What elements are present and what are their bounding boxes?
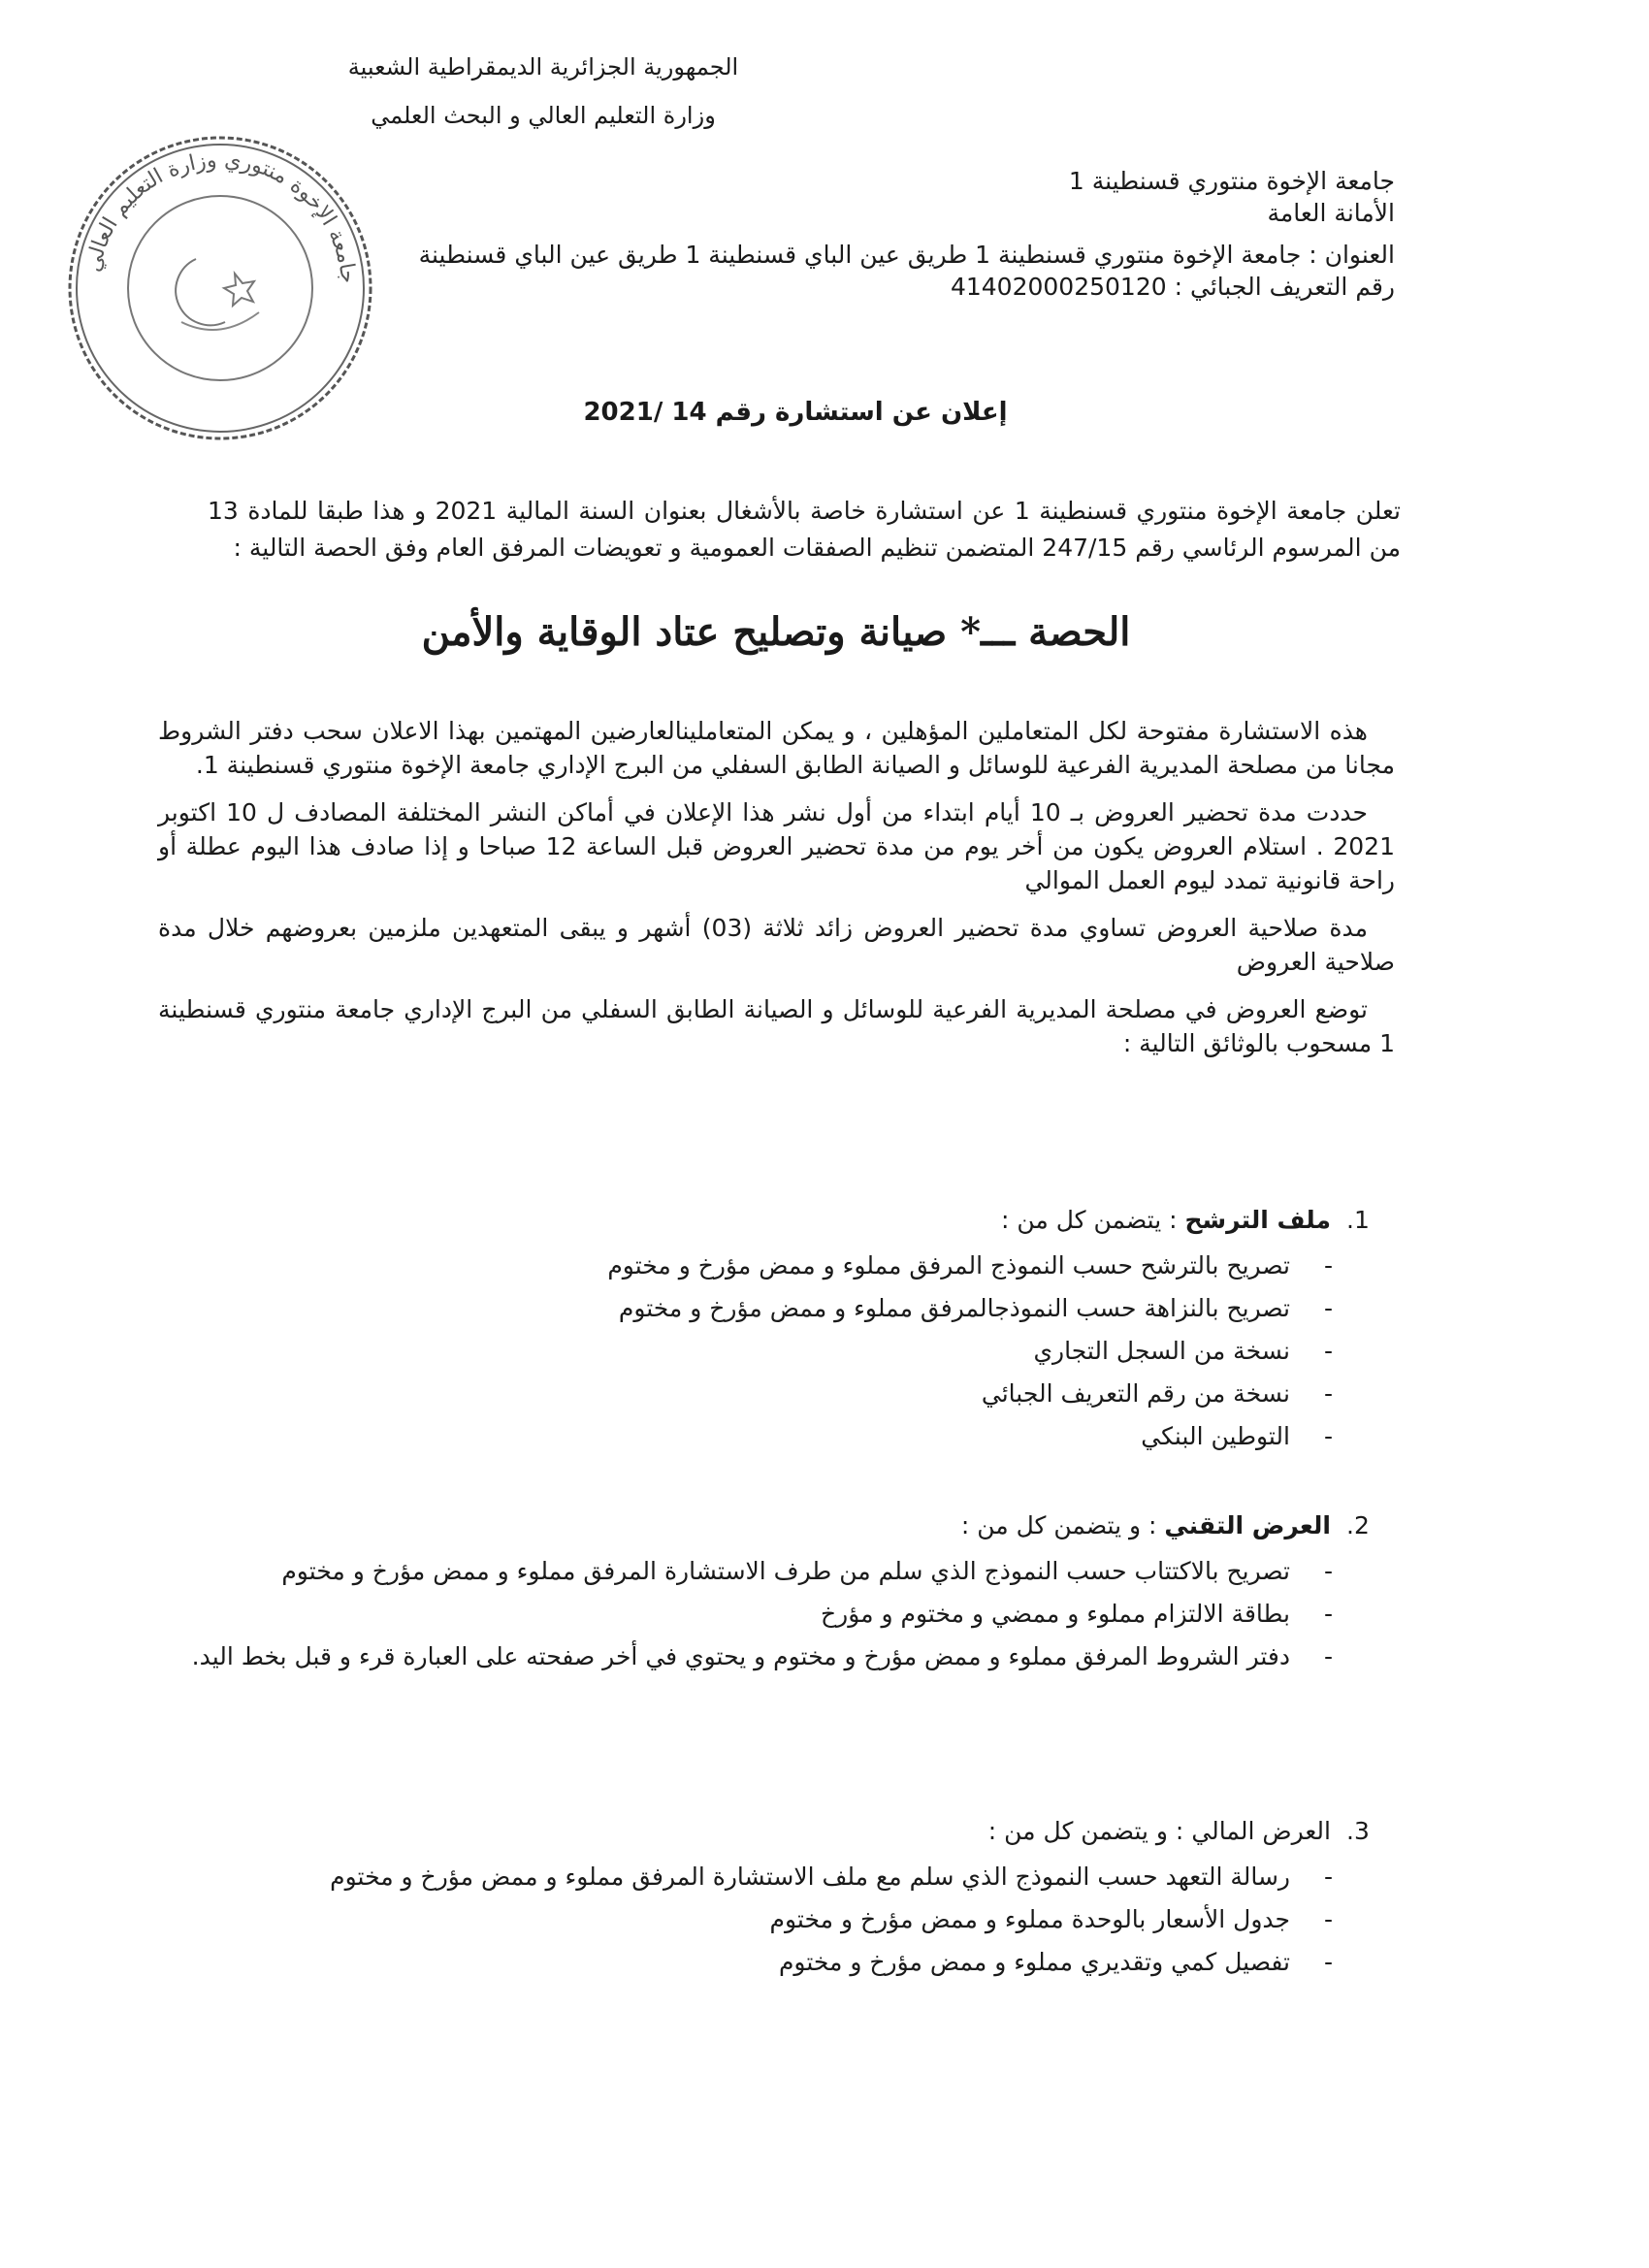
section-title: العرض المالي (1191, 1817, 1331, 1845)
list-item: - بطاقة الالتزام مملوء و ممضي و مختوم و مؤرخ (821, 1600, 1333, 1628)
section-heading (173, 1203, 1395, 1238)
list-item: - تصريح بالنزاهة حسب النموذجالمرفق مملوء و ممض مؤرخ و مختوم (618, 1294, 1333, 1322)
university-name: جامعة الإخوة منتوري قسنطينة 1 (1068, 167, 1395, 195)
official-stamp (60, 128, 380, 448)
list-item: - تفصيل كمي وتقديري مملوء و ممض مؤرخ و مختوم (778, 1948, 1333, 1976)
list-item: - جدول الأسعار بالوحدة مملوء و ممض مؤرخ و مختوم (769, 1905, 1333, 1933)
section-title: ملف الترشح (1184, 1206, 1331, 1234)
list-item: - دفتر الشروط المرفق مملوء و ممض مؤرخ و مختوم و يحتوي في أخر صفحته على العبارة قرء و قبل بخط اليد. (191, 1642, 1333, 1670)
section-title: العرض التقني (1164, 1511, 1331, 1539)
ministry-heading: وزارة التعليم العالي و البحث العلمي (371, 102, 716, 129)
section-number: 2. (1346, 1511, 1370, 1539)
list-item: - تصريح بالترشح حسب النموذج المرفق مملوء و ممض مؤرخ و مختوم (607, 1251, 1333, 1280)
section-candidacy-file (173, 1203, 1395, 1461)
document-list (173, 1859, 1395, 1981)
document-list (173, 1247, 1395, 1455)
intro-text: تعلن جامعة الإخوة منتوري قسنطينة 1 عن استشارة خاصة بالأشغال بعنوان السنة المالية 2021 و هذا طبقا للمادة 13 من المرسوم الرئاسي رقم 247/15 المتضمن تنظيم الصفقات العمومية و تعويضات المرفق العام وفق الحصة التالية : (208, 497, 1401, 562)
list-item: - نسخة من رقم التعريف الجبائي (981, 1379, 1333, 1408)
tax-id-label: رقم التعريف الجبائي : (1174, 273, 1395, 301)
paragraph: مدة صلاحية العروض تساوي مدة تحضير العروض زائد ثلاثة (03) أشهر و يبقى المتعهدين ملزمين بعروضهم خلال مدة صلاحية العروض (158, 914, 1395, 976)
seal-icon (60, 128, 380, 448)
section-subtitle: : و يتضمن كل من : (960, 1511, 1157, 1539)
paragraph: هذه الاستشارة مفتوحة لكل المتعاملين المؤهلين ، و يمكن المتعاملينالعارضين المهتمين بهذا الاعلان سحب دفتر الشروط مجانا من مصلحة المديرية الفرعية للوسائل و الصيانة الطابق السفلي من البرج الإداري جامعة الإخوة منتوري قسنطينة 1. (158, 717, 1395, 779)
paragraph: توضع العروض في مصلحة المديرية الفرعية للوسائل و الصيانة الطابق السفلي من البرج الإداري جامعة منتوري قسنطينة 1 مسحوب بالوثائق التالية : (158, 995, 1395, 1057)
secretariat: الأمانة العامة (1267, 199, 1395, 227)
section-heading (173, 1814, 1395, 1849)
section-heading (173, 1508, 1395, 1543)
institution-block (328, 165, 1395, 303)
address-line: العنوان : جامعة الإخوة منتوري قسنطينة 1 طريق عين الباي قسنطينة 1 طريق عين الباي قسنطينة (418, 241, 1395, 269)
svg-text:جامعة الإخوة منتوري وزارة التع: جامعة الإخوة منتوري وزارة التعليم العالي (81, 147, 361, 285)
tax-id-value: 41402000250120 (950, 273, 1167, 301)
list-item: - رسالة التعهد حسب النموذج الذي سلم مع ملف الاستشارة المرفق مملوء و ممض مؤرخ و مختوم (330, 1863, 1333, 1891)
intro-paragraph (208, 493, 1401, 567)
announcement-title: إعلان عن استشارة رقم 14 /2021 (583, 398, 1008, 427)
section-subtitle: : و يتضمن كل من : (987, 1817, 1184, 1845)
document-list (173, 1553, 1395, 1675)
lot-title: الحصة ـــ* صيانة وتصليح عتاد الوقاية والأمن (421, 609, 1131, 655)
section-number: 1. (1346, 1206, 1370, 1234)
tax-id-line (328, 271, 1395, 303)
republic-heading: الجمهورية الجزائرية الديمقراطية الشعبية (347, 53, 739, 81)
paragraph: حددت مدة تحضير العروض بـ 10 أيام ابتداء من أول نشر هذا الإعلان في أماكن النشر المختلفة المصادف ل 10 اكتوبر 2021 . استلام العروض يكون من أخر يوم من مدة تحضير العروض قبل الساعة 12 صباحا و إذا صادف هذا اليوم عطلة أو راحة قانونية تمدد ليوم العمل الموالي (158, 798, 1395, 894)
section-subtitle: : يتضمن كل من : (1001, 1206, 1178, 1234)
list-item: - نسخة من السجل التجاري (1033, 1337, 1333, 1365)
section-number: 3. (1346, 1817, 1370, 1845)
list-item: - تصريح بالاكتتاب حسب النموذج الذي سلم من طرف الاستشارة المرفق مملوء و ممض مؤرخ و مختوم (281, 1557, 1333, 1585)
section-technical-offer (173, 1508, 1395, 1681)
list-item: - التوطين البنكي (1141, 1422, 1333, 1450)
body-paragraphs (158, 714, 1395, 1074)
section-financial-offer (173, 1814, 1395, 1987)
